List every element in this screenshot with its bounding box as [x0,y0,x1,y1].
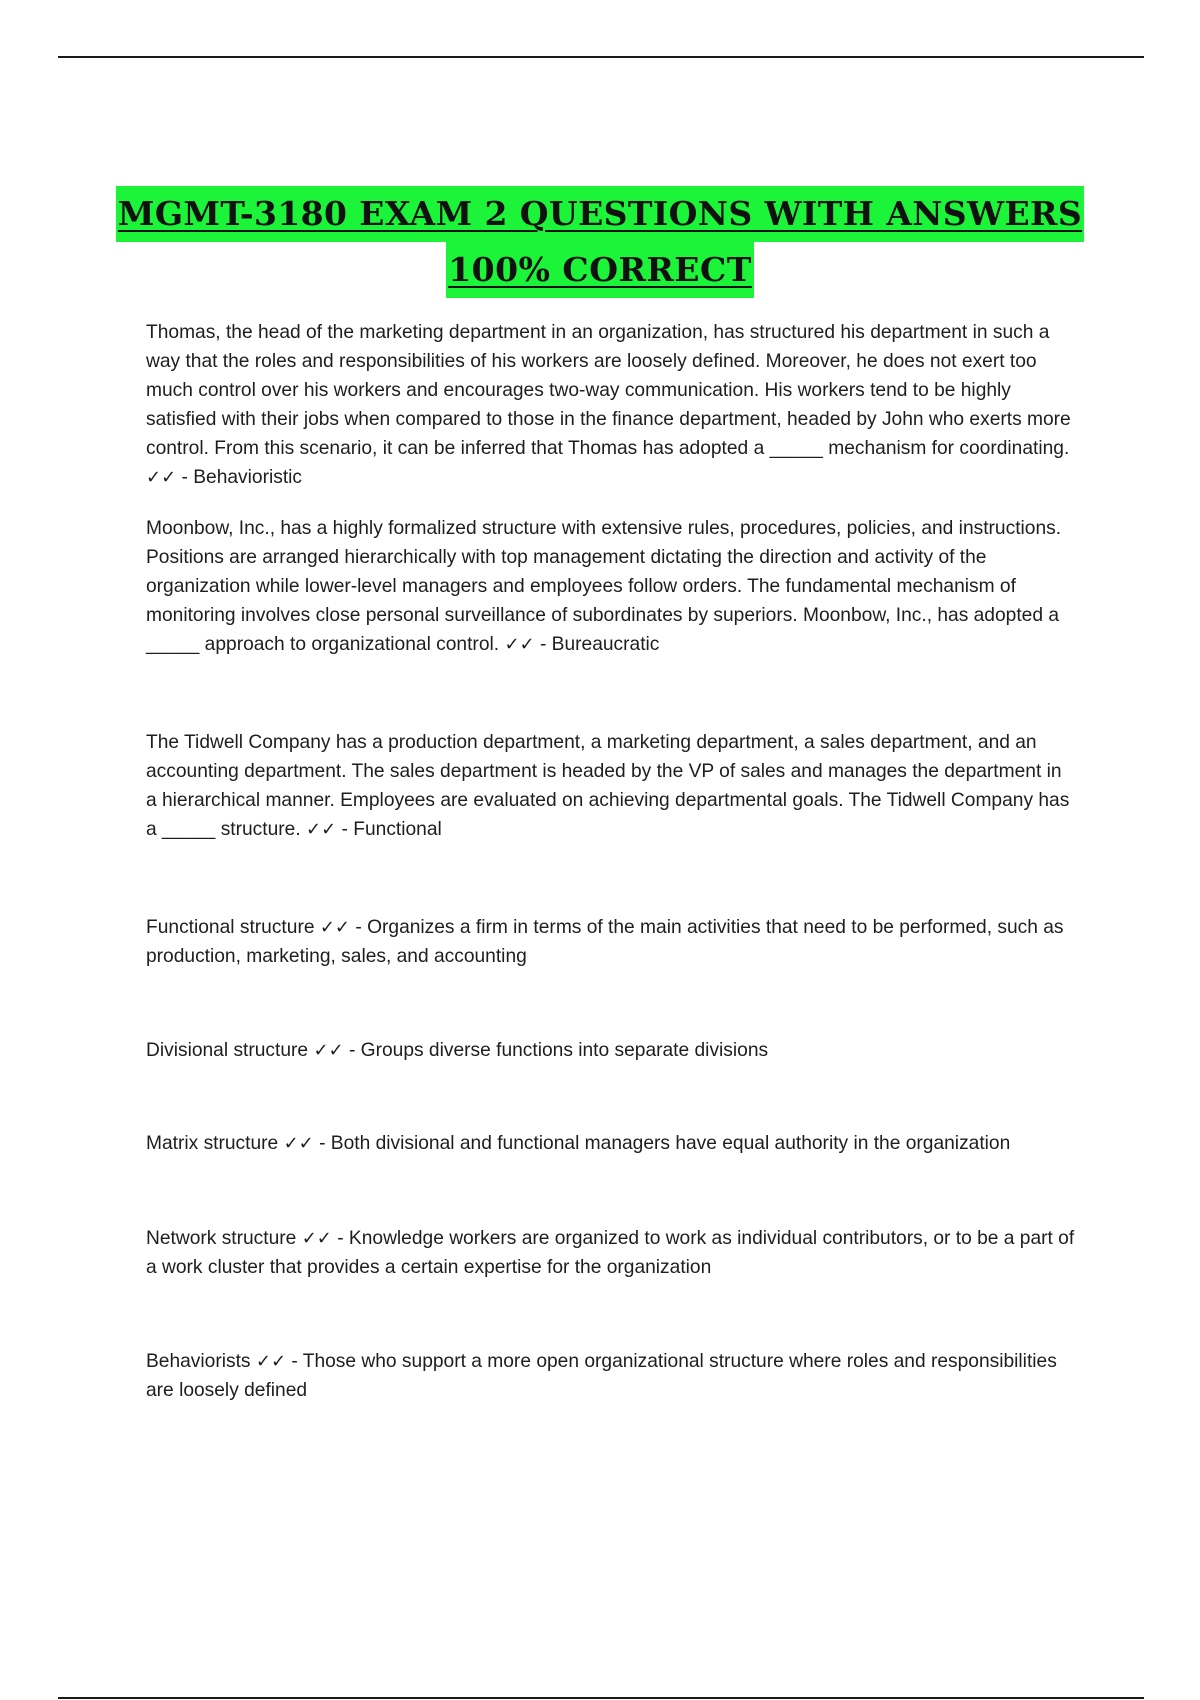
entry-answer: - Organizes a firm in terms of the main activities that need to be performed, such as production, marketing, sales, and accounting [146,917,1064,967]
qa-entry-2 [146,514,1076,659]
entry-answer: - Both divisional and functional managers have equal authority in the organization [319,1133,1011,1154]
qa-entry-4 [146,913,1076,971]
check-mark-icon: ✓✓ [255,1351,287,1372]
entry-answer: - Functional [341,819,442,840]
entry-prompt: Network structure [146,1228,297,1249]
check-mark-icon: ✓✓ [504,634,535,655]
check-mark-icon: ✓✓ [283,1133,314,1154]
entry-prompt: Thomas, the head of the marketing department in an organization, has structured his department in such a way that the roles and responsibilities of his workers are loosely defined. Moreover, he does not exert too much control over his workers and encourages two-way communication. His workers tend to be highly satisfied with their jobs when compared to those in the finance department, headed by John who exerts more control. From this scenario, it can be inferred that Thomas has adopted a _____ mechanism for coordinating. [146,322,1071,459]
entry-prompt: Matrix structure [146,1133,279,1154]
check-mark-icon: ✓✓ [146,467,177,488]
entry-prompt: Moonbow, Inc., has a highly formalized structure with extensive rules, procedures, policies, and instructions. Positions are arranged hierarchically with top management dictating the direction and activity of the organization while lower-level managers and employees follow orders. The fundamental mechanism of monitoring involves close personal surveillance of subordinates by superiors. Moonbow, Inc., has adopted a _____ approach to organizational control. [146,518,1062,655]
qa-entry-7 [146,1224,1076,1282]
bottom-rule [58,1697,1144,1699]
qa-entry-5 [146,1036,1076,1065]
document-title [0,186,1200,298]
entry-answer: - Those who support a more open organizational structure where roles and responsibilities are loosely defined [146,1351,1057,1401]
title-line-1: MGMT-3180 EXAM 2 QUESTIONS WITH ANSWERS [116,186,1084,242]
entry-answer: - Knowledge workers are organized to work as individual contributors, or to be a part of a work cluster that provides a certain expertise for the organization [146,1228,1075,1278]
top-rule [58,56,1144,58]
check-mark-icon: ✓✓ [306,819,337,840]
qa-entry-1 [146,318,1076,492]
qa-entry-3 [146,728,1076,844]
qa-entry-8 [146,1347,1076,1405]
entry-answer: - Behavioristic [181,467,303,488]
entry-prompt: Behaviorists [146,1351,251,1372]
entry-prompt: Functional structure [146,917,315,938]
entry-prompt: The Tidwell Company has a production department, a marketing department, a sales department, and an accounting department. The sales department is headed by the VP of sales and manages the department in a hierarchical manner. Employees are evaluated on achieving departmental goals. The Tidwell Company has a _____ structure. [146,732,1070,840]
title-line-2: 100% CORRECT [446,242,754,298]
entry-answer: - Bureaucratic [539,634,660,655]
check-mark-icon: ✓✓ [319,917,351,938]
entry-answer: - Groups diverse functions into separate divisions [348,1040,769,1061]
entry-prompt: Divisional structure [146,1040,309,1061]
qa-entry-6 [146,1129,1076,1158]
check-mark-icon: ✓✓ [313,1040,344,1061]
check-mark-icon: ✓✓ [301,1228,332,1249]
